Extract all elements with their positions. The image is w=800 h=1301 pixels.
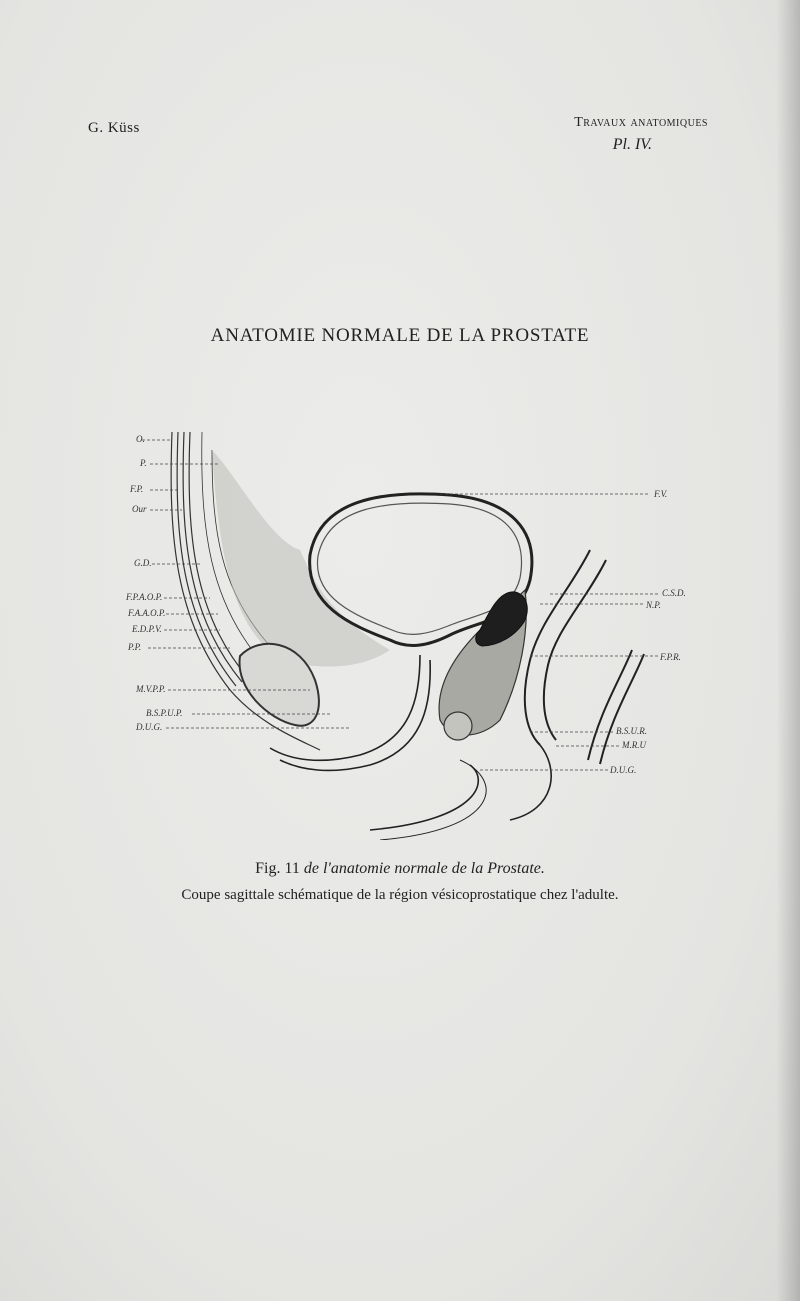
label-left-10: M.V.P.P. (136, 684, 166, 694)
label-right-7: D.U.G. (610, 765, 637, 775)
label-right-6: M.R.U (622, 740, 646, 750)
label-right-2: C.S.D. (662, 588, 686, 598)
plate-number: Pl. IV. (612, 136, 652, 153)
label-left-7: F.A.A.O.P. (128, 608, 166, 618)
series-title: Travaux anatomiques (574, 115, 708, 130)
page-title: ANATOMIE NORMALE DE LA PROSTATE (210, 325, 590, 346)
label-right-1: F.V. (654, 489, 668, 499)
label-left-11: B.S.P.U.P. (146, 708, 183, 718)
figure-title: de l'anatomie normale de la Prostate. (303, 860, 545, 877)
label-left-12: D.U.G. (136, 722, 163, 732)
figure-caption (0, 860, 800, 878)
label-left-2: P. (140, 458, 147, 468)
label-left-5: G.D. (134, 558, 152, 568)
label-left-4: Our (132, 504, 147, 514)
label-left-3: F.P. (130, 484, 144, 494)
label-right-3: N.P. (646, 600, 661, 610)
page-edge-shadow (776, 0, 800, 1301)
label-left-6: F.P.A.O.P. (126, 592, 163, 602)
label-right-4: F.P.R. (660, 652, 681, 662)
prevesical-fat (212, 450, 390, 667)
author-name: G. Küss (88, 120, 140, 136)
figure-number: Fig. 11 (255, 860, 300, 877)
label-left-9: P.P. (128, 642, 142, 652)
sagittal-section-drawing (120, 420, 700, 840)
label-right-5: B.S.U.R. (616, 726, 647, 736)
label-left-8: E.D.P.V. (132, 624, 162, 634)
rectum (525, 550, 606, 745)
anatomical-figure (120, 420, 700, 840)
label-left-1: O. (136, 434, 145, 444)
figure-description: Coupe sagittale schématique de la région vésicoprostatique chez l'adulte. (181, 887, 619, 903)
